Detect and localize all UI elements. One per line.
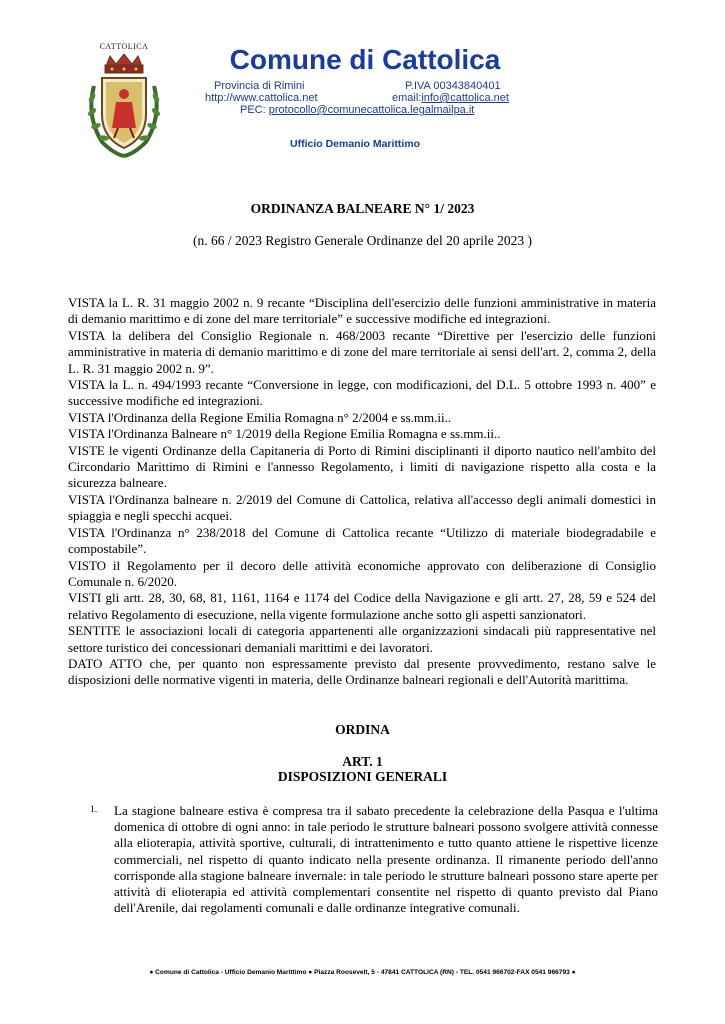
premise-paragraph: DATO ATTO che, per quanto non espressamente previsto dal presente provvedimento, restano salve le disposizioni delle normative vigenti in materia, delle Ordinanze balneari regionali e dell'Autorità marittima.	[68, 655, 656, 688]
item-number: 1.	[90, 805, 98, 815]
premise-paragraph: VISTO il Regolamento per il decoro delle attività economiche approvato con deliberazione di Consiglio Comunale n. 6/2020.	[68, 557, 656, 589]
premise-paragraph: VISTA l'Ordinanza Balneare n° 1/2019 della Regione Emilia Romagna e ss.mm.ii..	[68, 426, 501, 442]
ordina-heading: ORDINA	[335, 722, 390, 737]
pec-line	[240, 104, 474, 116]
office-name: Ufficio Demanio Marittimo	[290, 138, 421, 150]
email-line	[392, 92, 509, 104]
premise-paragraph: VISTA la delibera del Consiglio Regionale n. 468/2003 recante “Direttive per l'esercizio delle funzioni amministrative in materia di demanio marittimo e di zone del mare territoriale ai sensi dell'art. 2, comma 2, della L. R. 31 maggio 2002 n. 9”.	[68, 327, 656, 376]
premise-paragraph: VISTA la L. n. 494/1993 recante “Conversione in legge, con modificazioni, del D.L. 5 ottobre 1993 n. 400” e successive modifiche ed integrazioni.	[68, 377, 656, 409]
municipal-crest	[78, 42, 170, 160]
coat-of-arms-icon	[78, 52, 170, 160]
website-link[interactable]: http://www.cattolica.net	[205, 92, 318, 104]
premise-paragraph: VISTA l'Ordinanza n° 238/2018 del Comune di Cattolica recante “Utilizzo di materiale biodegradabile e compostabile”.	[68, 524, 656, 557]
pec-label: PEC:	[240, 104, 266, 116]
article-number: ART. 1	[342, 754, 383, 769]
email-link[interactable]: info@cattolica.net	[421, 92, 509, 104]
pec-link[interactable]: protocollo@comunecattolica.legalmailpa.it	[268, 104, 475, 116]
ordinance-title: ORDINANZA BALNEARE N° 1/ 2023	[250, 201, 475, 216]
page-footer: ● Comune di Cattolica - Ufficio Demanio Marittimo ● Piazza Roosevelt, 5 - 47841 CATTOLICA (RN) - TEL. 0541 966702-FAX 0541 966793 ●	[149, 969, 576, 976]
ordinance-subtitle: (n. 66 / 2023 Registro Generale Ordinanze del 20 aprile 2023 )	[193, 233, 532, 248]
premises-section	[68, 295, 656, 689]
premise-paragraph: VISTA la L. R. 31 maggio 2002 n. 9 recante “Disciplina dell'esercizio delle funzioni amministrative in materia di demanio marittimo e di zone del mare territoriale” e successive modifiche ed integrazioni.	[68, 295, 656, 327]
premise-paragraph: VISTA l'Ordinanza della Regione Emilia Romagna n° 2/2004 e ss.mm.ii..	[68, 409, 452, 425]
email-label: email:	[392, 92, 422, 104]
article-heading: DISPOSIZIONI GENERALI	[277, 769, 448, 784]
premise-paragraph: VISTI gli artt. 28, 30, 68, 81, 1161, 1164 e 1174 del Codice della Navigazione e gli artt. 27, 28, 59 e 524 del relativo Regolamento di esecuzione, nella vigente formulazione anche sotto gli aspetti sanzionatori.	[68, 590, 656, 622]
premise-paragraph: SENTITE le associazioni locali di categoria appartenenti alle organizzazioni sindacali più rappresentative nel settore turistico dei concessionari demaniali marittimi e dei lavoratori.	[68, 623, 656, 655]
premise-paragraph: VISTA l'Ordinanza balneare n. 2/2019 del Comune di Cattolica, relativa all'accesso degli animali domestici in spiaggia e negli specchi acquei.	[68, 491, 656, 524]
item-text: La stagione balneare estiva è compresa tra il sabato precedente la celebrazione della Pasqua e l'ultima domenica di ottobre di ogni anno: in tale periodo le strutture balneari possono svolgere attività connesse alla elioterapia, attività sportive, culturali, di intrattenimento e tutto quanto attiene le rispettive licenze commerciali, nel rispetto di quanto indicato nella presente ordinanza. Il rimanente periodo dell'anno corrisponde alla stagione balneare invernale: in tale periodo le strutture balneari possono stare aperte per attività di elioterapia ed attività complementari consentite nel rispetto di quanto previsto dal Piano dell'Arenile, dai regolamenti comunali e dalle ordinanze integrative comunali.	[114, 803, 658, 916]
province-text: Provincia di Rimini	[214, 80, 305, 92]
premise-paragraph: VISTE le vigenti Ordinanze della Capitaneria di Porto di Rimini disciplinanti il diporto nautico nell'ambito del Circondario Marittimo di Rimini e l'annesso Regolamento, i limiti di navigazione rispetto alla costa e la sicurezza balneare.	[68, 442, 656, 491]
crest-label: CATTOLICA	[99, 42, 149, 51]
vat-number: P.IVA 00343840401	[405, 80, 501, 92]
municipality-title: Comune di Cattolica	[229, 44, 501, 75]
